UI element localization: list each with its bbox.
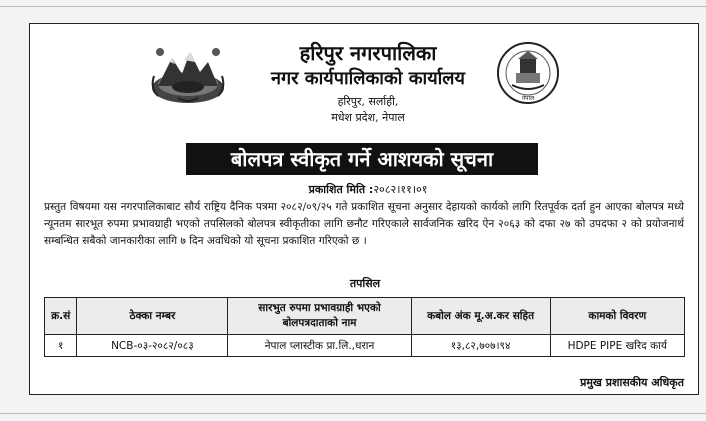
bottom-rule: [0, 413, 706, 414]
published-date-value: २०८२।११।०१: [373, 183, 428, 196]
notice-body: प्रस्तुत विषयमा यस नगरपालिकाबाट सौर्य राष्ट्रिय दैनिक पत्रमा २०८२/०९/२५ गते प्रकाशित सूचना अनुसार देहायको कार्यको लागि रितपूर्वक दर्ता हुन आएका बोलपत्र मध्ये न्यूनतम सारभूत रुपमा प्रभावग्राही भएको तपसिलको बोलपत्र स्वीकृतीका लागि छनौट गरिएकाले सार्वजनिक खरिद ऐन २०६३ को दफा २७ को उपदफा २ को प्रयोजनार्थ सम्बन्धित सबैको जानकारीका लागि ७ दिन अवधिको यो सूचना प्रकाशित गरिएको छ ।: [44, 201, 684, 247]
schedule-title: तपसिल: [349, 277, 381, 290]
notice-title: बोलपत्र स्वीकृत गर्ने आशयको सूचना: [186, 143, 538, 175]
notice-frame: [29, 23, 699, 395]
municipality-name: हरिपुर नगरपालिका: [299, 41, 437, 65]
municipality-seal-icon: [496, 41, 560, 105]
header-bid-amount: कबोल अंक मू.अ.कर सहित: [411, 298, 550, 335]
top-rule: [0, 6, 706, 7]
header-work-description: कामको विवरण: [550, 298, 684, 335]
cell-bid-amount: १३,८२,७०७।९४: [411, 335, 550, 357]
header-serial: क्र.सं: [45, 298, 77, 335]
cell-contract-number: NCB-०३-२०८२/०८३: [77, 335, 228, 357]
office-name: नगर कार्यपालिकाको कार्यालय: [271, 68, 465, 89]
published-label: प्रकाशित मिति :: [308, 183, 374, 196]
header-contract-number: ठेक्का नम्बर: [77, 298, 228, 335]
address-line-1: हरिपुर, सर्लाही,: [337, 95, 399, 108]
header-bidder-name: सारभुत रुपमा प्रभावग्राही भएको बोलपत्रदाताको नाम: [228, 298, 411, 335]
table-header-row: [45, 298, 685, 335]
seal-caption: नेपाल: [521, 95, 535, 102]
published-date: [230, 182, 506, 197]
address-line-2: मधेश प्रदेश, नेपाल: [331, 111, 405, 124]
signature-title: प्रमुख प्रशासकीय अधिकृत: [580, 376, 684, 389]
cell-serial: १: [45, 335, 77, 357]
cell-bidder-name: नेपाल प्लास्टीक प्रा.लि.,धरान: [228, 335, 411, 357]
table-row: [45, 335, 685, 357]
cell-work-description: HDPE PIPE खरिद कार्य: [550, 335, 684, 357]
schedule-table: [44, 297, 685, 357]
nepal-emblem-icon: [148, 40, 228, 106]
